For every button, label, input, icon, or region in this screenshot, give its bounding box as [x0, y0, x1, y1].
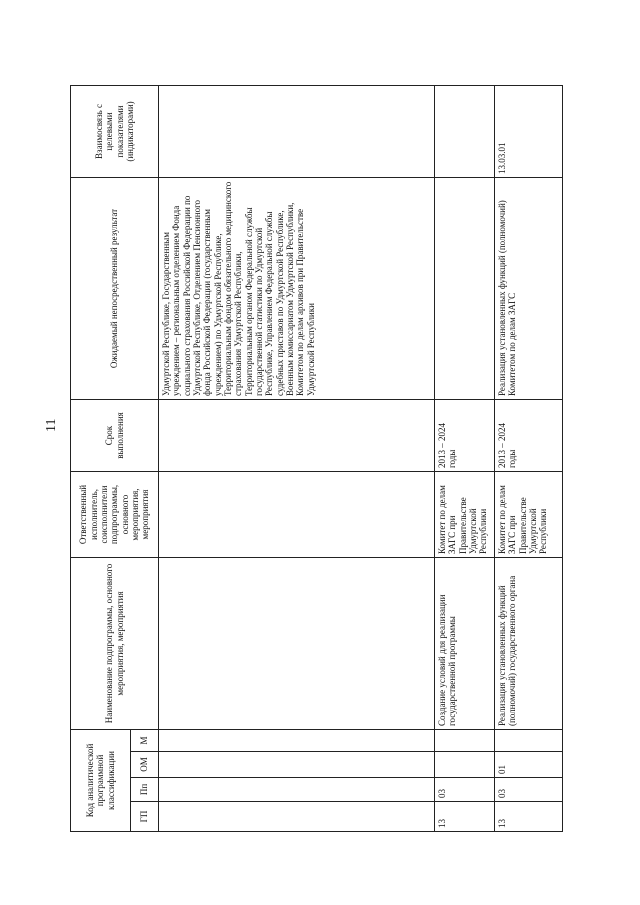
cell-m	[435, 730, 495, 752]
cell-pp: 03	[435, 778, 495, 802]
cell-m	[159, 730, 435, 752]
cell-name: Создание условий для реализации государственной программы	[435, 558, 495, 730]
table-row	[435, 86, 495, 832]
header-code-group: Код аналитической программной классификации	[71, 730, 131, 832]
cell-link: 13.03.01	[495, 86, 563, 178]
cell-responsible	[159, 472, 435, 558]
cell-pp: 03	[495, 778, 563, 802]
cell-responsible: Комитет по делам ЗАГС при Правительстве Удмуртской Республики	[435, 472, 495, 558]
cell-om	[435, 752, 495, 778]
table-row	[495, 86, 563, 832]
header-m: М	[131, 730, 159, 752]
rotated-table-canvas	[70, 86, 632, 832]
cell-name: Реализация установленных функций (полномочий) государственного органа	[495, 558, 563, 730]
cell-name	[159, 558, 435, 730]
cell-term	[159, 400, 435, 472]
header-result: Ожидаемый непосредственный результат	[71, 178, 159, 400]
table-row	[159, 86, 435, 832]
cell-term: 2013 – 2024 годы	[495, 400, 563, 472]
cell-m	[495, 730, 563, 752]
cell-link	[435, 86, 495, 178]
cell-result: Реализация установленных функций (полномочий) Комитетом по делам ЗАГС	[495, 178, 563, 400]
program-table	[70, 85, 563, 832]
header-term: Срок выполнения	[71, 400, 159, 472]
cell-om: 01	[495, 752, 563, 778]
header-pp: Пп	[131, 778, 159, 802]
header-om: ОМ	[131, 752, 159, 778]
cell-responsible: Комитет по делам ЗАГС при Правительстве Удмуртской Республики	[495, 472, 563, 558]
cell-result	[435, 178, 495, 400]
cell-term: 2013 – 2024 годы	[435, 400, 495, 472]
cell-gp: 13	[435, 802, 495, 832]
header-responsible: Ответственный исполнитель, соисполнители подпрограммы, основного мероприятия, мероприятия	[71, 472, 159, 558]
cell-result: Удмуртской Республике, Государственным учреждением – региональным отделением Фонда социального страхования Российской Федерации по Удмуртской Республике, Отделением Пенсионного фонда Российской Федерации (государственным учреждением) по Удмуртской Республике, Территориальным фондом обязательного медицинского страхования Удмуртской Республики, Территориальным органом Федеральной службы государственной статистики по Удмуртской Республике, Управлением Федеральной службы судебных приставов по Удмуртской Республике, Военным комиссариатом Удмуртской Республики, Комитетом по делам архивов при Правительстве Удмуртской Республики	[159, 178, 435, 400]
header-name: Наименование подпрограммы, основного мероприятия, мероприятия	[71, 558, 159, 730]
cell-pp	[159, 778, 435, 802]
header-gp: ГП	[131, 802, 159, 832]
cell-link	[159, 86, 435, 178]
page-number: 11	[44, 418, 59, 432]
header-link: Взаимосвязь с целевыми показателями (индикаторами)	[71, 86, 159, 178]
cell-om	[159, 752, 435, 778]
cell-gp: 13	[495, 802, 563, 832]
cell-gp	[159, 802, 435, 832]
